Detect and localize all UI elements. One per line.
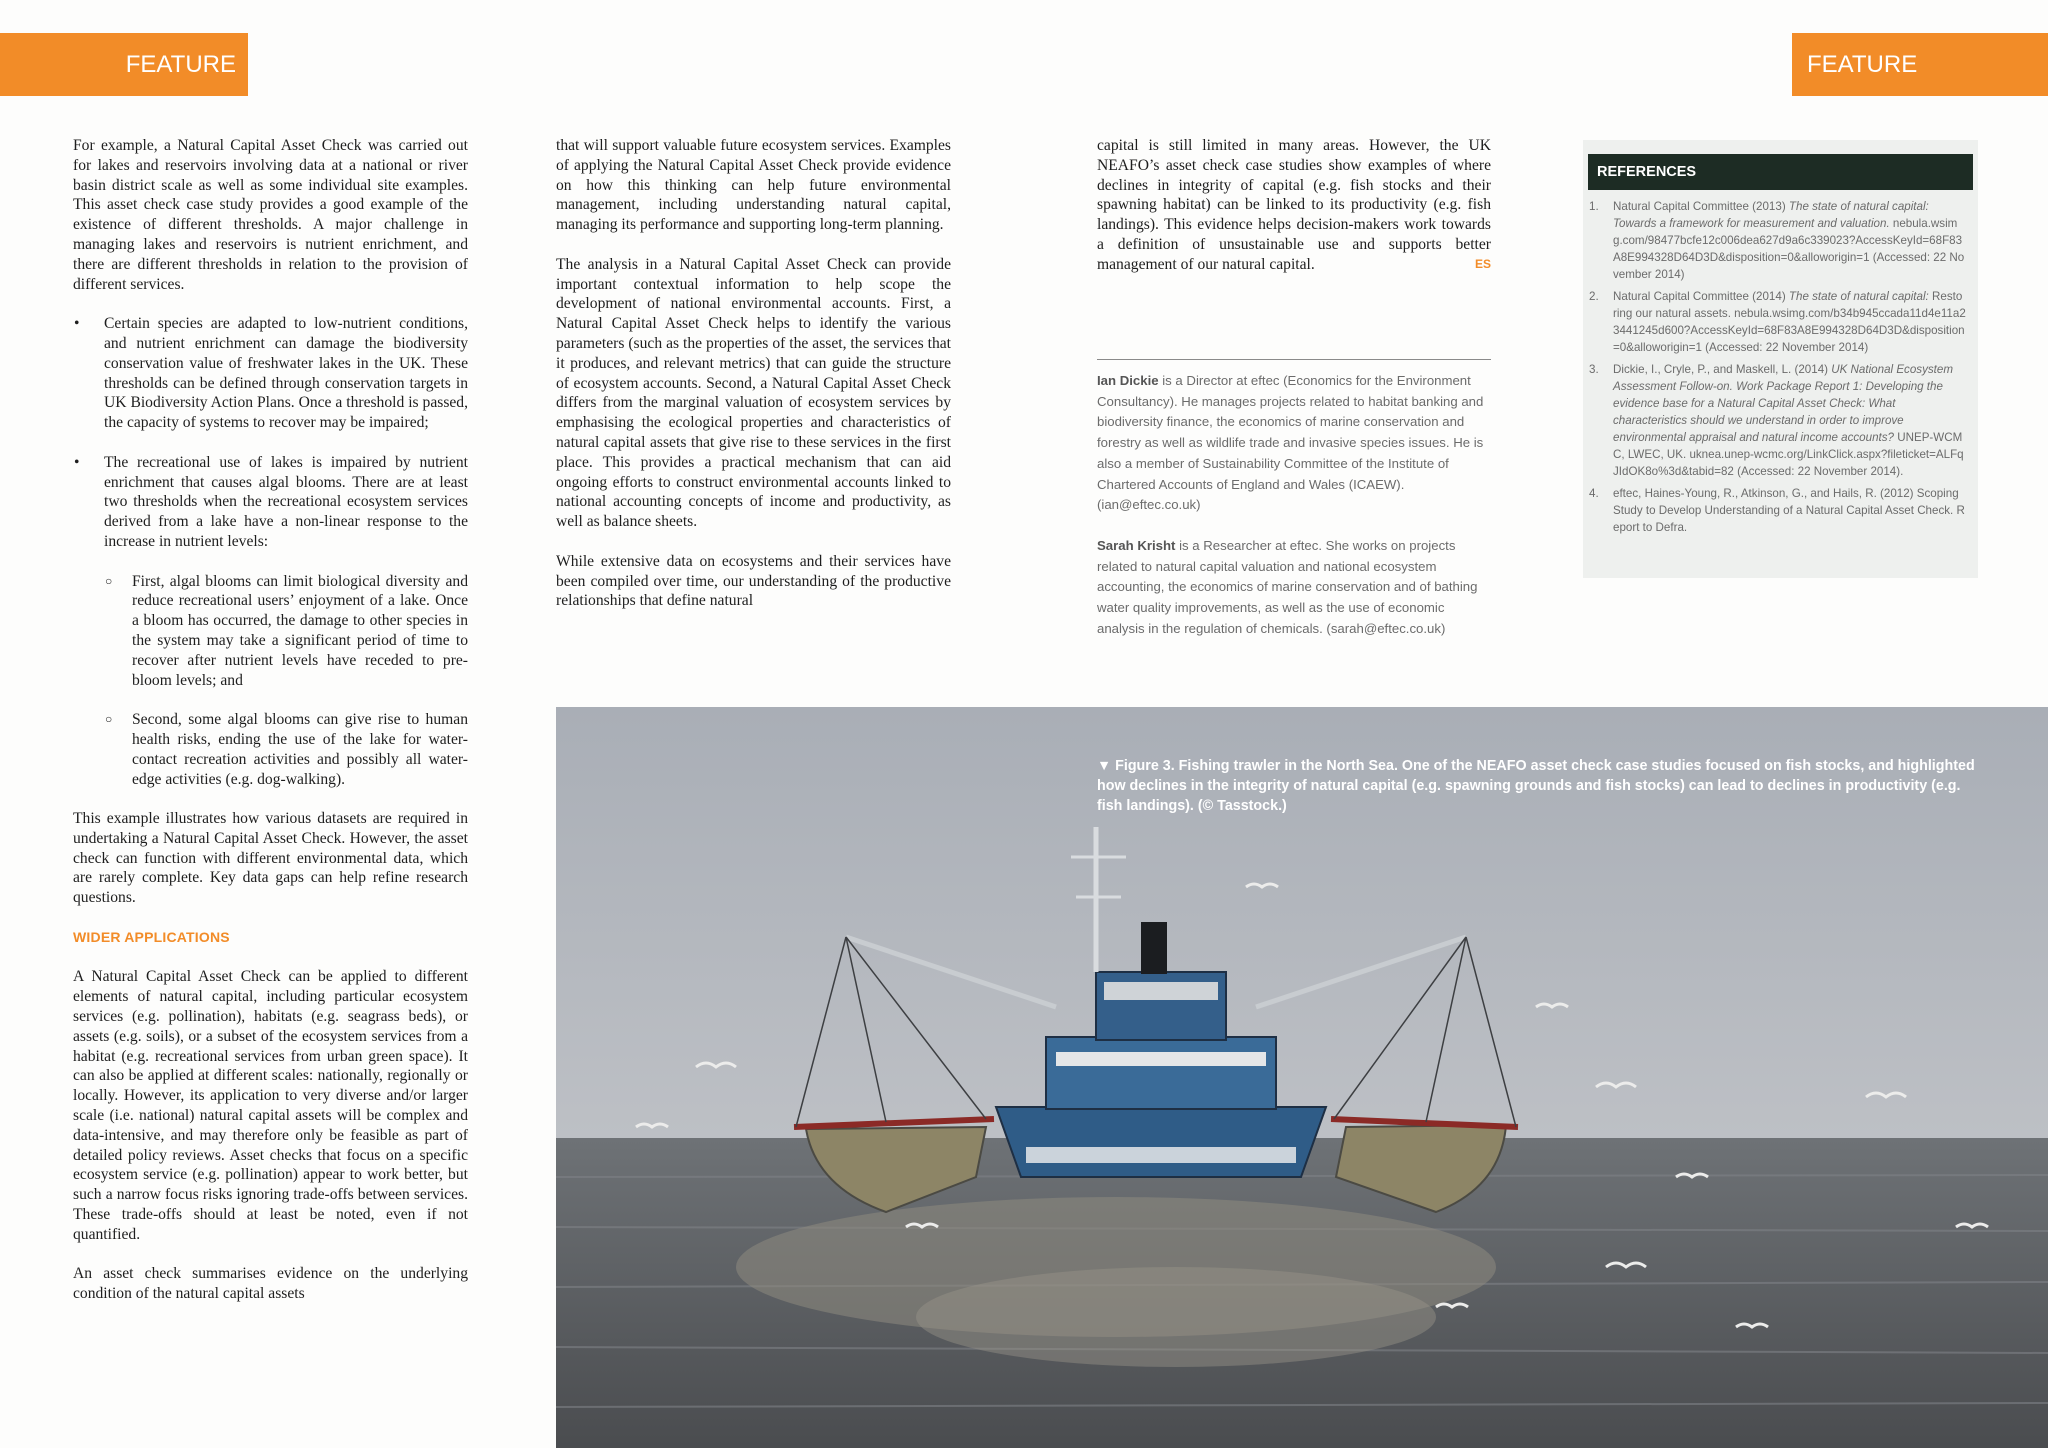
paragraph: The analysis in a Natural Capital Asset Check can provide important contextual information to help scope the development of national environmental accounts. First, a Natural Capital Asset Check helps to identify the various parameters (such as the properties of the asset, the services that it produces, and relevant metrics) that can guide the structure of ecosystem accounts. Second, a Natural Capital Asset Check differs from the marginal valuation of ecosystem services by emphasising the ecological properties and characteristics of natural capital assets that give rise to these services in the first place. This provides a practical mechanism that can aid ongoing efforts to construct environmental accounts linked to national accounting concepts of income and productivity, as well as balance sheets. [556, 255, 951, 531]
paragraph: For example, a Natural Capital Asset Check was carried out for lakes and reservoirs involving data at a national or river basin district scale as well as some individual site examples. This asset check case study provides a good example of the existence of different thresholds. A major challenge in managing lakes and reservoirs is nutrient enrichment, and there are different thresholds in relation to the provision of different services. [73, 137, 468, 293]
author-name: Sarah Krisht [1097, 538, 1176, 553]
text-column-2 [556, 136, 951, 631]
paragraph: An asset check summarises evidence on the underlying condition of the natural capital assets [73, 1265, 468, 1303]
text-column-3 [1097, 136, 1491, 294]
end-mark: ES [1474, 256, 1491, 271]
bullet-item: • Certain species are adapted to low-nutrient conditions, and nutrient enrichment can damage the biodiversity conservation value of freshwater lakes in the UK. These thresholds can be defined through conservation targets in UK Biodiversity Action Plans. Once a threshold is passed, the capacity of systems to recover may be impaired; [73, 314, 468, 433]
reference-text: Natural Capital Committee (2014) [1613, 290, 1789, 303]
reference-text: eftec, Haines-Young, R., Atkinson, G., and Hails, R. (2012) Scoping Study to Develop Understanding of a Natural Capital Asset Check. Report to Defra. [1613, 487, 1965, 534]
reference-title: The state of natural capital: Towards a framework for measurement and valuation. [1613, 200, 1929, 230]
reference-text: Dickie, I., Cryle, P., and Maskell, L. (2014) [1613, 363, 1832, 376]
paragraph: While extensive data on ecosystems and their services have been compiled over time, our understanding of the productive relationships that define natural [556, 552, 951, 610]
reference-item [1588, 361, 1966, 480]
reference-text: Natural Capital Committee (2013) [1613, 200, 1789, 213]
reference-title: The state of natural capital: [1788, 290, 1929, 303]
trawler-illustration [556, 707, 2048, 1448]
trawler-photo [556, 707, 2048, 1448]
reference-text: UNEP-WCMC, LWEC, UK. uknea.unep-wcmc.org/LinkClick.aspx?fileticket=ALFqJIdOK8o%3d&tabid=82 (Accessed: 22 November 2014). [1613, 431, 1964, 478]
feature-label-left: FEATURE [125, 50, 236, 78]
wake-foam [916, 1267, 1436, 1367]
figure-caption: ▼ Figure 3. Fishing trawler in the North Sea. One of the NEAFO asset check case studies focused on fish stocks, and highlighted how declines in the integrity of natural capital (e.g. spawning grounds and fish stocks) can lead to declines in productivity (e.g. fish landings). (© Tasstock.) [1097, 758, 1975, 814]
bullet-text: The recreational use of lakes is impaired by nutrient enrichment that causes algal blooms. There are at least two thresholds when the recreational ecosystem services derived from a lake have a non-linear response to the increase in nutrient levels: [104, 453, 468, 550]
divider [1097, 359, 1491, 360]
reference-title: UK National Ecosystem Assessment Follow-on. Work Package Report 1: Developing the evidence base for a Natural Capital Asset Check: What characteristics should we understand in order to improve environmental appraisal and natural income accounts? [1613, 363, 1954, 444]
feature-tab-right [1792, 33, 2048, 96]
feature-tab-left [0, 33, 248, 96]
paragraph [1097, 136, 1491, 275]
feature-label-right: FEATURE [1807, 50, 1918, 78]
sub-bullet-list [73, 572, 468, 790]
bullet-item [73, 453, 468, 552]
text-column-1 [73, 136, 468, 1324]
reference-text: nebula.wsimg.com/98477bcfe12c006dea627d9a6c339023?AccessKeyId=68F83A8E994328D64D3D&disposition=0&alloworigin=1 (Accessed: 22 November 2014) [1613, 217, 1965, 281]
reference-number: 3. [1589, 363, 1599, 376]
hull [996, 1107, 1326, 1177]
reference-number: 1. [1589, 200, 1599, 213]
reference-item [1588, 198, 1966, 283]
reference-item [1588, 288, 1966, 356]
author-bio-ian [1097, 371, 1491, 516]
sub-bullet-item: ○ First, algal blooms can limit biological diversity and reduce recreational users’ enjoyment of a lake. Once a bloom has occurred, the damage to other species in the system may take a significant period of time to recover after nutrient levels have receded to pre-bloom levels; and [73, 572, 468, 691]
author-bio-sarah [1097, 536, 1491, 640]
author-bio-text: is a Researcher at eftec. She works on projects related to natural capital valuation and national ecosystem accounting, the economics of marine conservation and of bathing water quality improvements, as well as the use of economic analysis in the regulation of chemicals. (sarah@eftec.co.uk) [1097, 538, 1478, 636]
references-title: REFERENCES [1588, 154, 1973, 190]
bullet-list [73, 314, 468, 552]
sub-bullet-item: ○ Second, some algal blooms can give rise to human health risks, ending the use of the lake for water-contact recreation activities and possibly all water-edge activities (e.g. dog-walking). [73, 710, 468, 789]
paragraph: This example illustrates how various datasets are required in undertaking a Natural Capital Asset Check. However, the asset check can function with different environmental data, which are rarely complete. Key data gaps can help refine research questions. [73, 810, 468, 907]
reference-text: Restoring our natural assets. nebula.wsimg.com/b34b945ccada11d4e11a23441245d600?AccessKeyId=68F83A8E994328D64D3D&disposition=0&alloworigin=1 (Accessed: 22 November 2014) [1613, 290, 1966, 354]
reference-item [1588, 485, 1966, 536]
reference-number: 2. [1589, 290, 1599, 303]
paragraph: that will support valuable future ecosystem services. Examples of applying the Natural Capital Asset Check provide evidence on how this thinking can help future environmental management, including understanding natural capital, managing its performance and supporting long-term planning. [556, 137, 951, 234]
funnel [1141, 922, 1167, 974]
deckhouse [1046, 1037, 1276, 1109]
reference-number: 4. [1589, 487, 1599, 500]
paragraph-text: capital is still limited in many areas. However, the UK NEAFO’s asset check case studies show examples of where declines in integrity of capital (e.g. fish stocks and their spawning habitat) can be linked to its productivity (e.g. fish landings). This evidence helps decision-makers work towards a definition of unsustainable use and supports better management of our natural capital. [1097, 137, 1491, 273]
references-box [1583, 140, 1978, 578]
paragraph: A Natural Capital Asset Check can be applied to different elements of natural capital, including particular ecosystem services (e.g. pollination), habitats (e.g. seagrass beds), or assets (e.g. soils), or a subset of the ecosystem services from a habitat (e.g. recreational services from urban green space). It can also be applied at different scales: nationally, regionally or locally. However, its application to very diverse and/or larger scale (i.e. national) natural capital assets will be complex and data-intensive, and may therefore only be feasible as part of detailed policy reviews. Asset checks that focus on a specific ecosystem service (e.g. pollination) appear to work better, but such a narrow focus risks ignoring trade-offs between services. These trade-offs should at least be noted, even if not quantified. [73, 968, 468, 1243]
author-name: Ian Dickie [1097, 373, 1159, 388]
section-heading: WIDER APPLICATIONS [73, 928, 230, 945]
author-bio-text: is a Director at eftec (Economics for the Environment Consultancy). He manages projects related to habitat banking and biodiversity finance, the economics of marine conservation and forestry as well as wildlife trade and invasive species issues. He is also a member of Sustainability Committee of the Institute of Chartered Accounts of England and Wales (ICAEW). (ian@eftec.co.uk) [1097, 373, 1484, 513]
references-list [1583, 190, 1978, 536]
